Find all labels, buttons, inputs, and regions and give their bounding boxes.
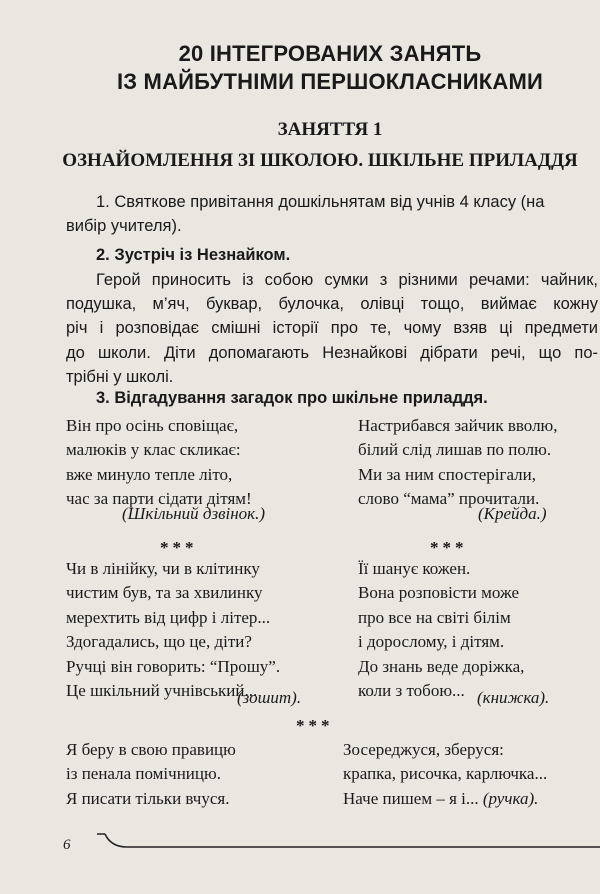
page-number: 6	[63, 837, 71, 853]
story-line-1: Герой приносить із собою сумки з різними речами: чайник,	[96, 271, 598, 289]
riddle-3-line-5: Ручці він говорить: “Прошу”.	[66, 656, 281, 676]
riddle-3-line-1: Чи в лінійку, чи в клітинку	[66, 559, 260, 578]
item-1-line-1	[66, 190, 596, 214]
separator-left: ***	[160, 538, 198, 557]
riddle-2-answer: (Крейда.)	[478, 504, 547, 523]
item-2-text: Зустріч із Незнайком.	[114, 246, 291, 264]
riddle-2-line-1: Настрибався зайчик вволю,	[358, 416, 558, 435]
item-3-text: Відгадування загадок про шкільне приладдя.	[114, 389, 488, 407]
riddle-4-line-2: Вона розповісти може	[358, 583, 520, 603]
story-line-2: подушка, м’яч, буквар, булочка, олівці тощо, виймає кожну	[66, 295, 598, 314]
riddle-3-answer: (зошит).	[237, 688, 302, 707]
lesson-title: ОЗНАЙОМЛЕННЯ ЗІ ШКОЛОЮ. ШКІЛЬНЕ ПРИЛАДДЯ	[62, 150, 578, 171]
riddle-1	[66, 414, 252, 512]
riddle-3-line-2: чистим був, та за хвилинку	[66, 583, 263, 603]
riddle-1-line-3: вже минуло тепле літо,	[66, 464, 233, 484]
riddle-1-line-4: час за парти сідати дітям!	[66, 489, 252, 509]
chapter-heading	[0, 40, 600, 96]
riddle-3-line-6: Це шкільний учнівський...	[66, 681, 258, 701]
riddle-5-line-2: із пенала помічницю.	[66, 764, 221, 784]
lesson-number: ЗАНЯТТЯ 1	[277, 119, 383, 140]
riddle-6-line-1: Зосереджуся, зберуся:	[343, 740, 504, 759]
item-2-number: 2.	[96, 246, 110, 264]
riddle-5-line-1: Я беру в свою правицю	[66, 740, 236, 759]
item-3	[66, 386, 600, 410]
riddle-2-line-2: білий слід лишав по полю.	[358, 440, 552, 460]
riddle-2-line-4: слово “мама” прочитали.	[358, 489, 540, 509]
chapter-heading-line-1: 20 ІНТЕГРОВАНИХ ЗАНЯТЬ	[178, 41, 482, 66]
story-line-5: трібні у школі.	[66, 367, 174, 386]
item-1-text-line-1: Святкове привітання дошкільнятам від учнів 4 класу (на	[114, 193, 545, 211]
riddle-3	[66, 557, 280, 703]
riddle-4-answer: (книжка).	[477, 688, 550, 707]
item-1	[66, 190, 596, 238]
riddle-4-line-4: і дорослому, і дітям.	[358, 632, 505, 652]
story-line-3: річ і розповідає смішні історії про те, чому взяв ці предмети	[66, 319, 598, 338]
riddle-6	[343, 738, 547, 811]
separator-right: ***	[430, 538, 468, 557]
item-2	[66, 243, 600, 267]
riddle-2-line-3: Ми за ним спостерігали,	[358, 464, 536, 484]
riddle-4-line-1: Її шанує кожен.	[358, 559, 471, 578]
riddle-4-line-3: про все на світі білім	[358, 607, 511, 627]
riddle-6-line-2: крапка, рисочка, карлючка...	[343, 764, 548, 784]
riddle-4-line-5: До знань веде доріжка,	[358, 656, 525, 676]
story-line-4: до школи. Діти допомагають Незнайкові дібрати речі, що по-	[66, 343, 598, 362]
riddle-1-line-2: малюків у клас скликає:	[66, 440, 241, 460]
riddle-2	[358, 414, 558, 512]
riddle-5	[66, 738, 236, 811]
riddle-5-line-3: Я писати тільки вчуся.	[66, 788, 230, 808]
riddle-4	[358, 557, 524, 703]
riddle-1-line-1: Він про осінь сповіщає,	[66, 416, 239, 435]
item-1-number: 1.	[96, 193, 110, 211]
separator-center: ***	[296, 716, 334, 735]
riddle-6-answer: (ручка).	[482, 788, 539, 808]
item-3-number: 3.	[96, 389, 110, 407]
item-1-text-line-2: вибір учителя).	[66, 217, 182, 235]
riddle-6-line-3: Наче пишем – я і...	[343, 788, 479, 808]
footer-rule	[97, 833, 600, 853]
riddle-3-line-3: мерехтить від цифр і літер...	[66, 607, 271, 627]
riddle-6-line-3-wrap	[343, 787, 547, 811]
riddle-3-line-4: Здогадались, що це, діти?	[66, 632, 252, 652]
riddle-4-line-6: коли з тобою...	[358, 681, 465, 701]
riddle-1-answer: (Шкільний дзвінок.)	[122, 504, 266, 523]
chapter-heading-line-2: ІЗ МАЙБУТНІМИ ПЕРШОКЛАСНИКАМИ	[116, 69, 544, 94]
story-paragraph	[66, 268, 598, 389]
